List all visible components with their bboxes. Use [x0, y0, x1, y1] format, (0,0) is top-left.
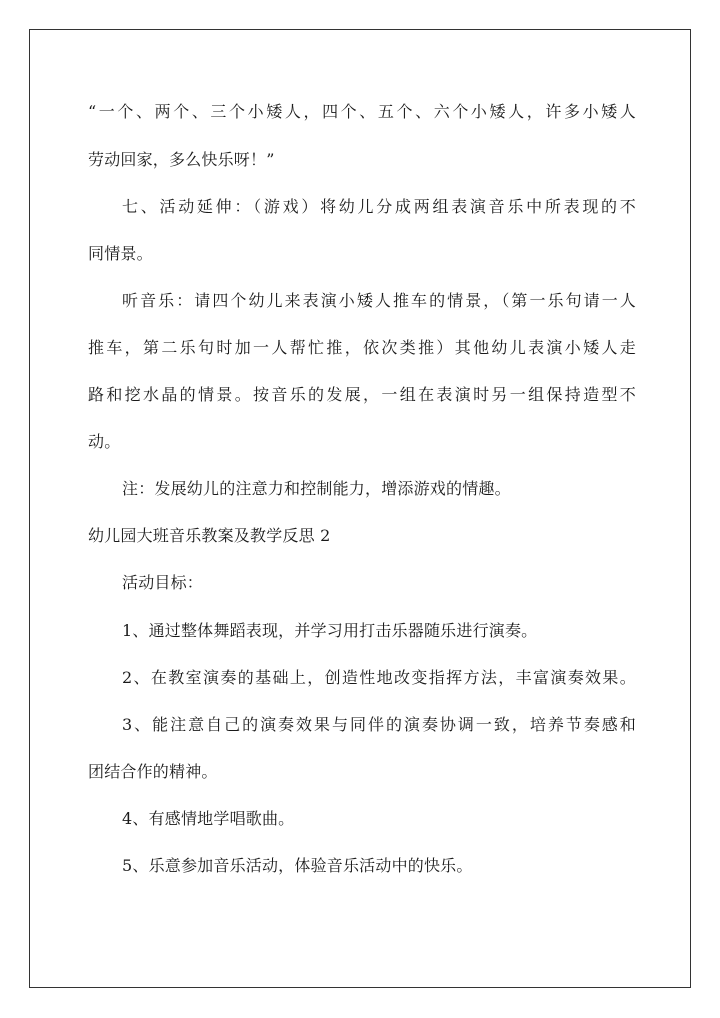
goal-item-1: 1、通过整体舞蹈表现，并学习用打击乐器随乐进行演奏。 — [122, 621, 538, 640]
section-title: 幼儿园大班音乐教案及教学反思 2 — [88, 526, 331, 545]
music-paragraph-line-4: 动。 — [88, 432, 121, 451]
goal-item-5: 5、乐意参加音乐活动，体验音乐活动中的快乐。 — [122, 856, 473, 875]
goal-item-3-line-1: 3、能注意自己的演奏效果与同伴的演奏协调一致，培养节奏感和 — [122, 715, 636, 734]
music-paragraph-line-1: 听音乐：请四个幼儿来表演小矮人推车的情景，（第一乐句请一人 — [122, 291, 636, 310]
goal-item-4: 4、有感情地学唱歌曲。 — [122, 809, 295, 828]
quote-line-1: “一个、两个、三个小矮人，四个、五个、六个小矮人，许多小矮人 — [88, 102, 636, 121]
page-border — [29, 29, 691, 988]
goal-item-3-line-2: 团结合作的精神。 — [88, 762, 218, 781]
goal-item-2: 2、在教室演奏的基础上，创造性地改变指挥方法，丰富演奏效果。 — [122, 668, 636, 687]
music-paragraph-line-3: 路和挖水晶的情景。按音乐的发展，一组在表演时另一组保持造型不 — [88, 385, 636, 404]
goals-heading: 活动目标： — [122, 573, 204, 592]
extension-paragraph-line-2: 同情景。 — [88, 244, 153, 263]
music-paragraph-line-2: 推车，第二乐句时加一人帮忙推，依次类推）其他幼儿表演小矮人走 — [88, 338, 636, 357]
note-paragraph: 注：发展幼儿的注意力和控制能力，增添游戏的情趣。 — [122, 479, 511, 498]
quote-line-2: 劳动回家，多么快乐呀！” — [88, 150, 275, 169]
extension-paragraph-line-1: 七、活动延伸：（游戏）将幼儿分成两组表演音乐中所表现的不 — [122, 197, 636, 216]
